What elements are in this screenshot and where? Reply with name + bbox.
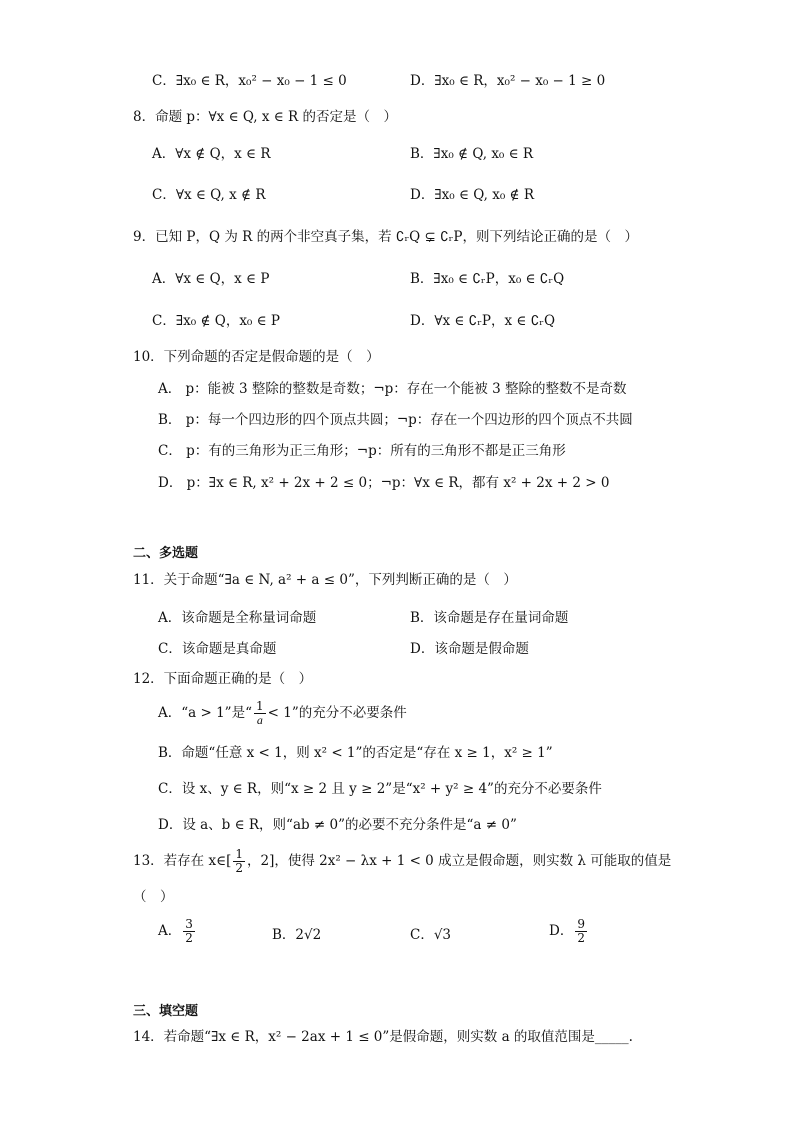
q13-answer-paren: （ ） [133, 889, 174, 905]
q10-option-c: C． p：有的三角形为正三角形；¬p：所有的三角形不都是正三角形 [158, 443, 566, 459]
q10-option-a: A． p：能被 3 整除的整数是奇数；¬p：存在一个能被 3 整除的整数不是奇数 [158, 381, 627, 397]
q12-stem: 12．下面命题正确的是（ ） [133, 671, 313, 687]
fraction-numerator: 9 [577, 917, 585, 931]
q8-option-d: D．∃x₀ ∈ Q, x₀ ∉ R [410, 187, 534, 203]
section-heading-multiple-choice: 二、多选题 [133, 546, 199, 561]
q13-stem-post: ，2]，使得 2x² − λx + 1 < 0 成立是假命题，则实数 λ 可能取的值是 [246, 853, 672, 869]
q10-stem: 10．下列命题的否定是假命题的是（ ） [133, 349, 380, 365]
fraction-denominator: 2 [577, 931, 585, 945]
q12-option-a-fraction [254, 700, 266, 727]
q8-option-c: C．∀x ∈ Q, x ∉ R [152, 187, 266, 203]
q9-option-c: C．∃x₀ ∉ Q，x₀ ∈ P [152, 313, 281, 329]
q13-option-d [549, 918, 589, 945]
q13-option-c: C．√3 [410, 927, 452, 943]
fraction-denominator: 2 [235, 861, 243, 875]
fraction-numerator: 1 [235, 847, 243, 861]
q12-option-c: C．设 x、y ∈ R，则“x ≥ 2 且 y ≥ 2”是“x² + y² ≥ 4”的充分不必要条件 [158, 781, 602, 797]
q7-option-c: C．∃x₀ ∈ R，x₀² − x₀ − 1 ≤ 0 [152, 73, 347, 89]
section-heading-fill-in: 三、填空题 [133, 1004, 199, 1019]
q13-option-b: B．2√2 [272, 927, 322, 943]
q14-stem: 14．若命题“∃x ∈ R，x² − 2ax + 1 ≤ 0”是假命题，则实数 a 的取值范围是_____. [133, 1029, 633, 1045]
q10-option-b: B． p：每一个四边形的四个顶点共圆；¬p：存在一个四边形的四个顶点不共圆 [158, 412, 633, 428]
q7-option-d: D．∃x₀ ∈ R，x₀² − x₀ − 1 ≥ 0 [410, 73, 606, 89]
q11-option-a: A．该命题是全称量词命题 [158, 610, 317, 626]
q10-option-d: D． p：∃x ∈ R, x² + 2x + 2 ≤ 0；¬p：∀x ∈ R，都有 x² + 2x + 2 > 0 [158, 475, 610, 491]
q13-stem-fraction [233, 848, 245, 875]
q12-option-b: B．命题“任意 x < 1，则 x² < 1”的否定是“存在 x ≥ 1，x² ≥ 1” [158, 745, 553, 761]
fraction-denominator: 2 [185, 931, 193, 945]
q12-option-d: D．设 a、b ∈ R，则“ab ≠ 0”的必要不充分条件是“a ≠ 0” [158, 817, 517, 833]
q9-option-b: B．∃x₀ ∈ ∁ᵣP，x₀ ∈ ∁ᵣQ [410, 271, 565, 287]
q13-option-d-fraction [575, 918, 587, 945]
q11-option-c: C．该命题是真命题 [158, 641, 277, 657]
q13-option-d-label: D． [549, 923, 574, 939]
fraction-numerator: 1 [256, 699, 264, 713]
q8-option-b: B．∃x₀ ∉ Q, x₀ ∈ R [410, 146, 534, 162]
q9-stem: 9．已知 P，Q 为 R 的两个非空真子集，若 ∁ᵣQ ⊊ ∁ᵣP，则下列结论正确的是（ ） [133, 229, 638, 245]
q11-option-d: D．该命题是假命题 [410, 641, 529, 657]
fraction-numerator: 3 [185, 917, 193, 931]
q13-option-a [158, 918, 197, 945]
q8-stem: 8．命题 p：∀x ∈ Q, x ∈ R 的否定是（ ） [133, 109, 397, 125]
q12-option-a-pre: A．“a > 1”是“ [158, 705, 252, 721]
q13-stem-pre: 13．若存在 x∈[ [133, 853, 232, 869]
q9-option-a: A．∀x ∈ Q，x ∈ P [152, 271, 270, 287]
q13-option-a-fraction [183, 918, 195, 945]
fraction-denominator: a [256, 713, 263, 727]
q11-option-b: B．该命题是存在量词命题 [410, 610, 569, 626]
q11-stem: 11．关于命题“∃a ∈ N, a² + a ≤ 0”，下列判断正确的是（ ） [133, 572, 517, 588]
q9-option-d: D．∀x ∈ ∁ᵣP，x ∈ ∁ᵣQ [410, 313, 556, 329]
q8-option-a: A．∀x ∉ Q，x ∈ R [152, 146, 271, 162]
q12-option-a-post: < 1”的充分不必要条件 [267, 705, 407, 721]
q12-option-a [158, 700, 407, 727]
q13-option-a-label: A． [158, 923, 182, 939]
q13-stem [133, 848, 671, 875]
